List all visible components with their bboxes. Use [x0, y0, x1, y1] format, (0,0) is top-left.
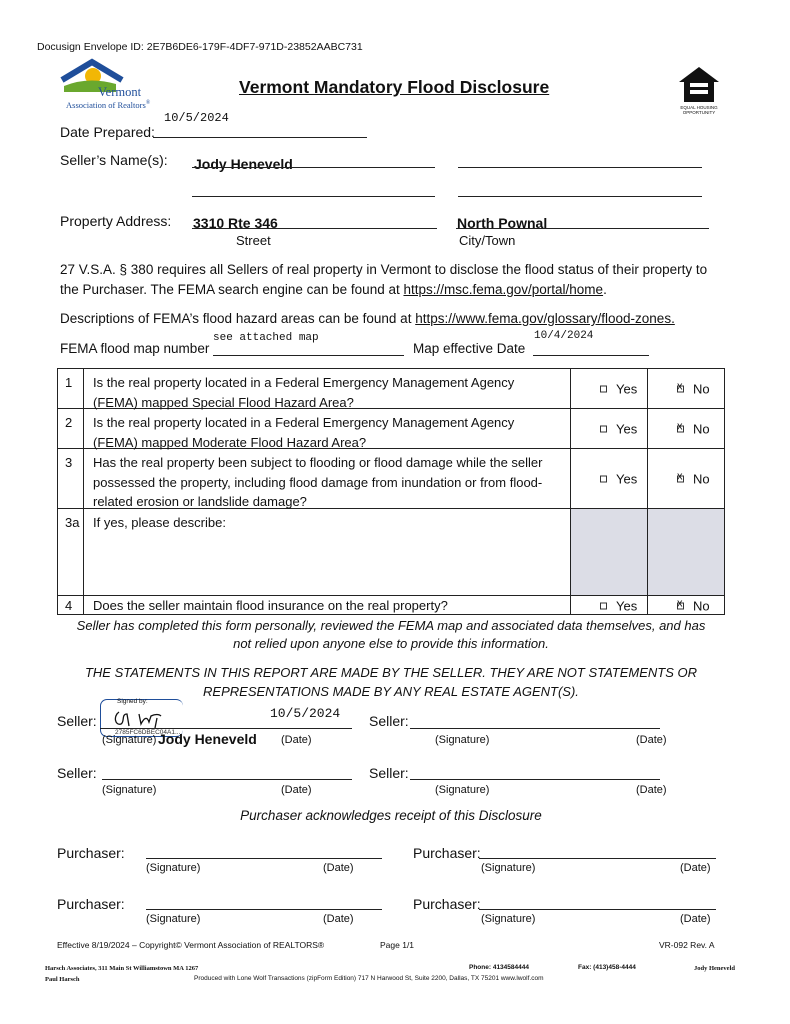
equal-housing-logo — [676, 64, 722, 118]
signature-scribble-icon — [111, 708, 181, 730]
map-effective-date-field[interactable] — [533, 355, 649, 356]
answer-no-cell[interactable] — [648, 596, 724, 615]
question-number: 4 — [58, 596, 84, 615]
signature-caption: (Signature) — [146, 913, 201, 925]
seller-names-label: Seller’s Name(s): — [60, 152, 168, 168]
signature-caption: (Signature) — [435, 784, 490, 796]
footer-produced: Produced with Lone Wolf Transactions (zipForm Edition) 717 N Harwood St, Suite 2200, Dallas, TX 75201 www.lwolf.com — [194, 975, 544, 982]
purchaser-1-signature-field[interactable] — [146, 858, 382, 859]
no-label: No — [693, 471, 710, 486]
disclaimer-line-2: REPRESENTATIONS MADE BY ANY REAL ESTATE AGENT(S). — [203, 684, 579, 699]
seller-3-label: Seller: — [57, 765, 97, 781]
map-effective-date-label: Map effective Date — [413, 341, 526, 356]
date-caption: (Date) — [636, 734, 667, 746]
purchaser-1-label: Purchaser: — [57, 845, 125, 861]
signature-caption: (Signature) — [102, 784, 157, 796]
seller-name-value: Jody Heneveld — [194, 156, 293, 172]
shaded-cell — [648, 509, 724, 595]
answer-yes-cell[interactable] — [571, 596, 648, 615]
street-value: 3310 Rte 346 — [193, 215, 278, 231]
seller-name-field-2[interactable] — [458, 167, 702, 168]
descriptions-line: Descriptions of FEMA’s flood hazard areas can be found at https://www.fema.gov/glossary/flood-zones. — [60, 311, 675, 326]
date-caption: (Date) — [281, 784, 312, 796]
answer-no-cell[interactable] — [648, 449, 724, 508]
no-label: No — [693, 381, 710, 396]
question-row-3a — [58, 509, 724, 596]
date-caption: (Date) — [680, 913, 711, 925]
signature-caption: (Signature) — [481, 862, 536, 874]
flood-map-number-value: see attached map — [213, 332, 319, 344]
town-value: North Pownal — [457, 215, 548, 231]
yes-checkbox[interactable] — [600, 475, 607, 482]
no-checkbox[interactable] — [677, 475, 684, 482]
signature-caption: (Signature) — [146, 862, 201, 874]
date-caption: (Date) — [636, 784, 667, 796]
yes-label: Yes — [616, 381, 638, 396]
yes-checkbox[interactable] — [600, 425, 607, 432]
question-text: Is the real property located in a Federal Emergency Management Agency (FEMA) mapped Special Flood Hazard Area? — [84, 369, 571, 408]
yes-label: Yes — [616, 471, 638, 486]
date-caption: (Date) — [281, 734, 312, 746]
no-checkbox[interactable] — [677, 602, 684, 609]
question-row-4 — [58, 596, 724, 615]
purchaser-4-signature-field[interactable] — [479, 909, 716, 910]
no-label: No — [693, 598, 710, 613]
seller-statement-line-2: not relied upon anyone else to provide this information. — [233, 636, 549, 651]
signature-caption: (Signature) — [481, 913, 536, 925]
yes-label: Yes — [616, 598, 638, 613]
street-caption: Street — [236, 233, 271, 248]
footer-copyright: Effective 8/19/2024 – Copyright© Vermont Association of REALTORS® — [57, 940, 325, 950]
town-caption: City/Town — [459, 233, 516, 248]
seller-name-field-3[interactable] — [192, 196, 435, 197]
seller-1-signature-field[interactable] — [100, 728, 352, 729]
answer-yes-cell[interactable] — [571, 409, 648, 448]
question-row-2 — [58, 409, 724, 449]
flood-map-number-label: FEMA flood map number — [60, 341, 210, 356]
yes-label: Yes — [616, 421, 638, 436]
question-number: 3 — [58, 449, 84, 508]
question-row-1 — [58, 369, 724, 409]
property-address-label: Property Address: — [60, 213, 172, 229]
seller-1-label: Seller: — [57, 713, 97, 729]
seller-statement-line-1: Seller has completed this form personally, reviewed the FEMA map and associated data themselves, and has — [76, 618, 706, 633]
yes-checkbox[interactable] — [600, 602, 607, 609]
purchaser-4-label: Purchaser: — [413, 896, 481, 912]
logo-text-association: Association of Realtors® — [66, 100, 151, 110]
footer-broker: Harsch Associates, 311 Main St Williamstown MA 1267 — [45, 965, 199, 972]
question-text: Has the real property been subject to flooding or flood damage while the seller possessed the property, including flood damage from inundation or from flood-related erosion or landslide damage? — [84, 449, 571, 508]
equal-housing-icon — [676, 64, 722, 106]
signature-caption: (Signature) — [435, 734, 490, 746]
seller-2-label: Seller: — [369, 713, 409, 729]
question-text: Is the real property located in a Federal Emergency Management Agency (FEMA) mapped Moderate Flood Hazard Area? — [84, 409, 571, 448]
question-number: 2 — [58, 409, 84, 448]
seller-4-label: Seller: — [369, 765, 409, 781]
no-checkbox[interactable] — [677, 385, 684, 392]
town-field[interactable] — [456, 228, 709, 229]
street-field[interactable] — [192, 228, 437, 229]
question-row-3 — [58, 449, 724, 509]
answer-yes-cell[interactable] — [571, 369, 648, 408]
date-caption: (Date) — [323, 862, 354, 874]
logo-text-vermont: Vermont — [98, 85, 142, 99]
footer-agent: Paul Harsch — [45, 976, 80, 983]
question-number: 1 — [58, 369, 84, 408]
purchaser-3-signature-field[interactable] — [146, 909, 382, 910]
fema-glossary-link[interactable]: https://www.fema.gov/glossary/flood-zones. — [415, 311, 675, 326]
date-caption: (Date) — [680, 862, 711, 874]
signature-caption: (Signature) — [102, 734, 157, 746]
footer-phone: Phone: 4134584444 — [469, 964, 529, 971]
yes-checkbox[interactable] — [600, 385, 607, 392]
footer-client: Jody Heneveld — [694, 965, 735, 972]
shaded-cell — [571, 509, 648, 595]
signer-id: 2785FC6DBEC04A1... — [115, 729, 181, 736]
date-prepared-field[interactable] — [153, 137, 367, 138]
date-caption: (Date) — [323, 913, 354, 925]
disclosure-table — [57, 368, 725, 615]
seller-4-signature-field[interactable] — [410, 779, 660, 780]
signed-by-label: Signed by: — [117, 698, 148, 705]
seller-3-signature-field[interactable] — [102, 779, 352, 780]
purchaser-2-signature-field[interactable] — [479, 858, 716, 859]
disclaimer-line-1: THE STATEMENTS IN THIS REPORT ARE MADE BY THE SELLER. THEY ARE NOT STATEMENTS OR — [84, 665, 698, 680]
seller-2-signature-field[interactable] — [410, 728, 660, 729]
footer-form-id: VR-092 Rev. A — [659, 940, 715, 950]
map-effective-date-value: 10/4/2024 — [534, 330, 594, 342]
date-prepared-label: Date Prepared: — [60, 124, 155, 140]
signer-name: Jody Heneveld — [158, 731, 257, 747]
answer-yes-cell[interactable] — [571, 449, 648, 508]
seller-1-date-value: 10/5/2024 — [270, 706, 341, 721]
question-text: Does the seller maintain flood insurance on the real property? — [84, 596, 571, 615]
answer-no-cell[interactable] — [648, 369, 724, 408]
describe-field[interactable]: If yes, please describe: — [84, 509, 571, 595]
footer-page: Page 1/1 — [380, 940, 415, 950]
page-title: Vermont Mandatory Flood Disclosure — [239, 77, 550, 97]
equal-housing-text: EQUAL HOUSING OPPORTUNITY — [680, 105, 718, 115]
purchaser-acknowledge: Purchaser acknowledges receipt of this Disclosure — [240, 808, 542, 823]
flood-map-number-field[interactable] — [213, 355, 404, 356]
question-number: 3a — [58, 509, 84, 595]
statute-line-2: the Purchaser. The FEMA search engine can be found at https://msc.fema.gov/portal/home. — [60, 282, 607, 297]
seller-name-field-4[interactable] — [458, 196, 702, 197]
realtors-logo — [58, 58, 158, 116]
footer-fax: Fax: (413)458-4444 — [578, 964, 636, 971]
date-prepared-value: 10/5/2024 — [164, 111, 229, 125]
seller-name-field-1[interactable] — [192, 167, 435, 168]
purchaser-3-label: Purchaser: — [57, 896, 125, 912]
fema-search-link[interactable]: https://msc.fema.gov/portal/home — [403, 282, 604, 297]
no-label: No — [693, 421, 710, 436]
no-checkbox[interactable] — [677, 425, 684, 432]
statute-line-1: 27 V.S.A. § 380 requires all Sellers of real property in Vermont to disclose the flood status of their property to — [60, 262, 708, 277]
purchaser-2-label: Purchaser: — [413, 845, 481, 861]
envelope-id: Docusign Envelope ID: 2E7B6DE6-179F-4DF7-971D-23852AABC731 — [37, 41, 363, 53]
answer-no-cell[interactable] — [648, 409, 724, 448]
